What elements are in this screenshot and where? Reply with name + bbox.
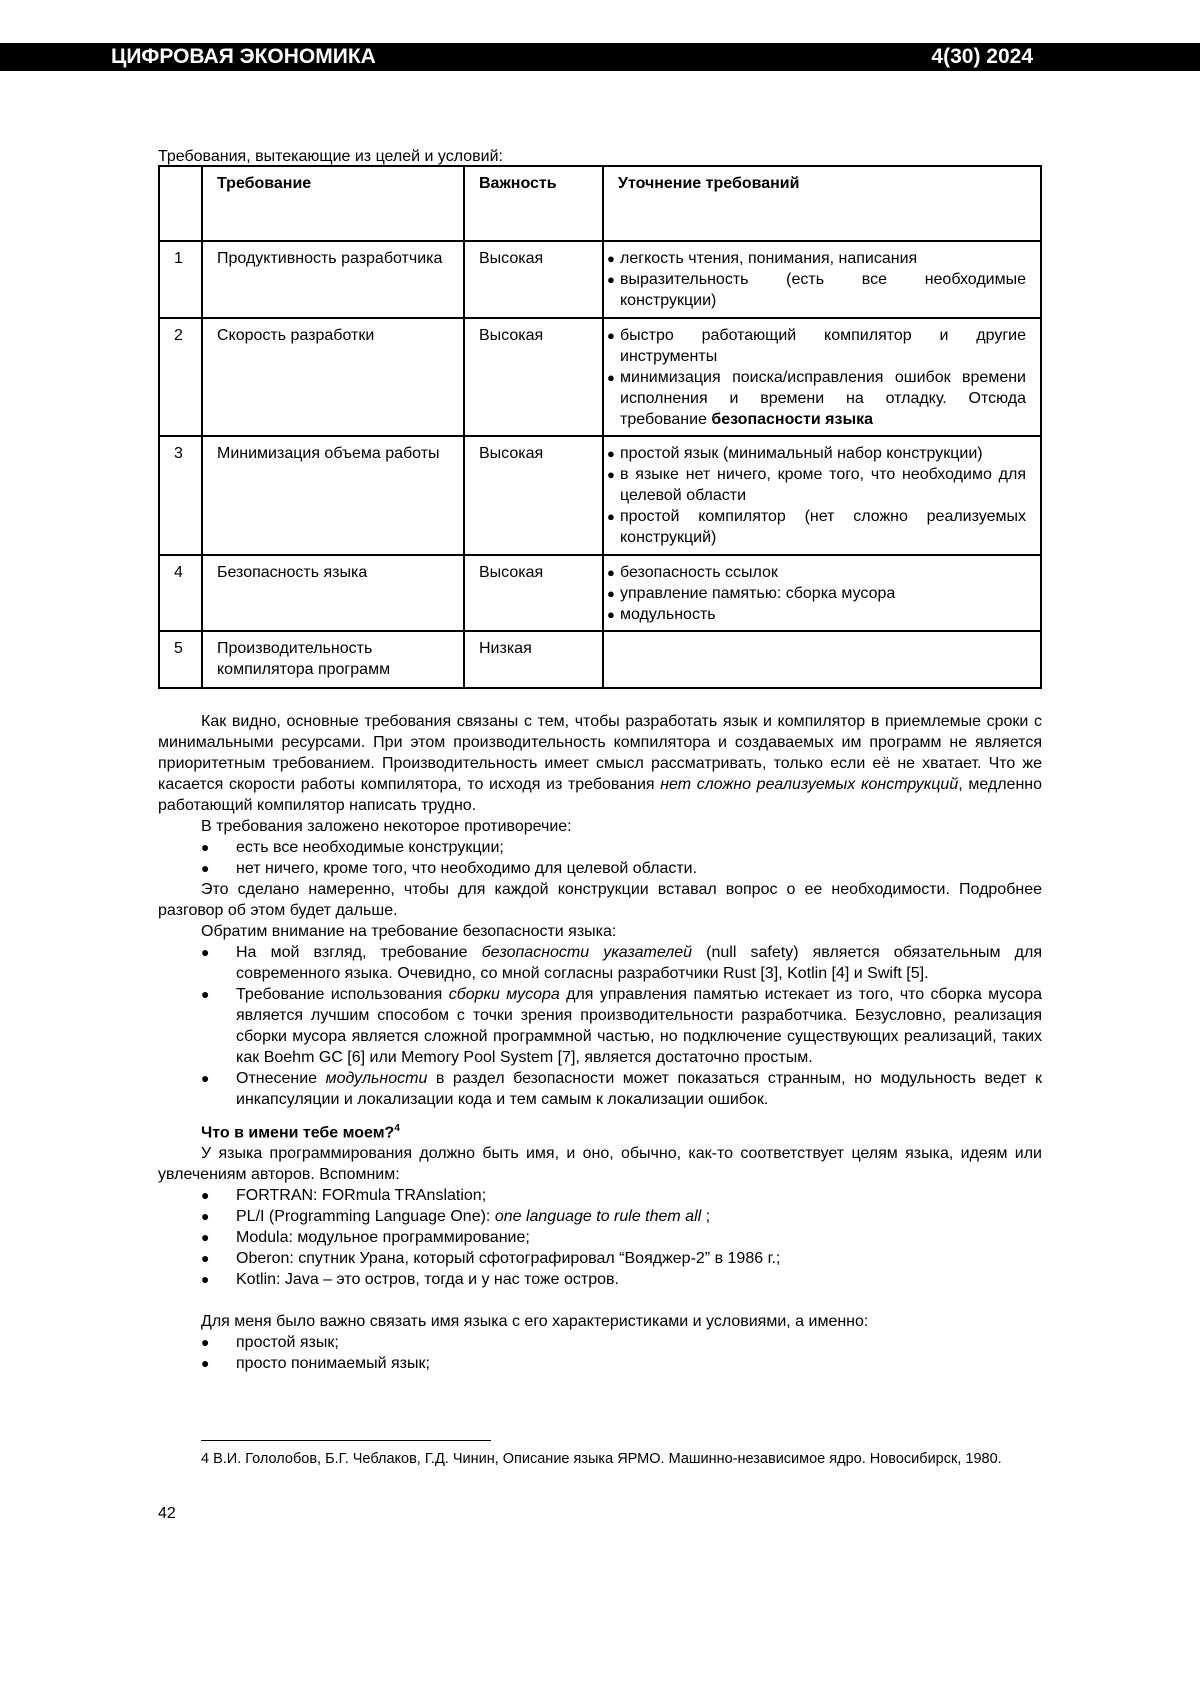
detail-bold: безопасности языка [711,411,873,428]
importance: Высокая [464,555,603,631]
bullet-icon: ● [607,583,620,604]
bullet-icon: ● [607,562,620,583]
bullet-icon: ● [607,464,620,506]
table-row [159,241,1041,318]
text: Отнесение [236,1070,326,1087]
page-content [158,146,1042,1374]
details [603,631,1041,688]
bullet-icon: ● [607,506,620,548]
paragraph: Это сделано намеренно, чтобы для каждой конструкции вставал вопрос о ее необходимости. Подробнее разговор об этом будет дальше. [158,879,1042,921]
list-item [158,1269,1042,1290]
text: PL/I (Programming Language One): [236,1208,495,1225]
detail-item: простой язык (минимальный набор конструкции) [620,443,983,464]
list-item [158,1248,1042,1269]
italic-text: one language to rule them all [495,1208,701,1225]
detail-item: модульность [620,604,716,625]
footnote-divider [201,1440,491,1441]
detail-item: в языке нет ничего, кроме того, что необходимо для целевой области [620,464,1026,506]
italic-text: безопасности указателей [482,944,692,961]
paragraph: В требования заложено некоторое противоречие: [158,816,1042,837]
importance: Низкая [464,631,603,688]
details [603,555,1041,631]
text: просто понимаемый язык; [236,1353,1042,1374]
detail-item: легкость чтения, понимания, написания [620,248,917,269]
bullet-icon: ● [607,325,620,367]
bullet-icon: ● [607,443,620,464]
table-row [159,436,1041,555]
detail-item: управление памятью: сборка мусора [620,583,895,604]
text: ; [701,1208,710,1225]
italic-text: модульности [326,1070,428,1087]
text: в раздел безопасности может показаться странным, но модульность ведет к инкапсуляции и локализации кода и тем самым к локализации ошибок. [236,1070,1042,1108]
bullet-icon: ● [158,1269,236,1290]
requirement: Минимизация объема работы [202,436,464,555]
journal-title: ЦИФРОВАЯ ЭКОНОМИКА [111,43,376,71]
paragraph: Для меня было важно связать имя языка с его характеристиками и условиями, а именно: [158,1311,1042,1332]
bullet-icon: ● [607,248,620,269]
text [236,1206,1042,1227]
requirement: Скорость разработки [202,318,464,436]
list-item [158,1185,1042,1206]
bullet-icon: ● [607,604,620,625]
bullet-icon: ● [158,1068,236,1110]
text: нет ничего, кроме того, что необходимо для целевой области. [236,858,1042,879]
importance: Высокая [464,318,603,436]
text: Как видно, основные требования связаны с тем, чтобы разработать язык и компилятор в приемлемые сроки с минимальными ресурсами. При этом производительность компилятора и создаваемых им программ не является приоритетным требованием. Производительность имеет смысл рассматривать, только если её не хватает. Что же касается скорости работы компилятора, то исходя из требования [158,713,1042,793]
list-item [158,837,1042,858]
table-row [159,631,1041,688]
bullet-icon: ● [607,367,620,430]
bullet-icon: ● [158,1185,236,1206]
paragraph: У языка программирования должно быть имя, и оно, обычно, как-то соответствует целям языка, идеям или увлечениям авторов. Вспомним: [158,1143,1042,1185]
text: Требование использования [236,986,449,1003]
footnote-ref[interactable]: 4 [394,1123,400,1134]
requirement: Продуктивность разработчика [202,241,464,318]
row-number: 2 [159,318,202,436]
bullet-icon: ● [158,858,236,879]
page-number: 42 [158,1505,176,1523]
text: есть все необходимые конструкции; [236,837,1042,858]
bullet-icon: ● [158,1248,236,1269]
text: , медленно работающий компилятор написать трудно. [158,776,1042,814]
row-number: 4 [159,555,202,631]
bullet-icon: ● [158,984,236,1068]
list-item [158,984,1042,1068]
list-item [158,1332,1042,1353]
header-cell-num [159,166,202,241]
bullet-icon: ● [158,1206,236,1227]
italic-text: нет сложно реализуемых конструкций [660,776,958,793]
text [236,984,1042,1068]
table-caption: Требования, вытекающие из целей и условий: [158,146,1042,167]
italic-text: сборки мусора [449,986,560,1003]
text: Oberon: спутник Урана, который сфотографировал “Вояджер-2” в 1986 г.; [236,1248,1042,1269]
row-number: 5 [159,631,202,688]
text: для управления памятью истекает из того, что сборка мусора является лучшим способом с точки зрения производительности разработчика. Безусловно, реализация сборки мусора является сложной программной частью, но подключение существующих реализаций, таких как Boehm GC [6] или Memory Pool System [7], является достаточно простым. [236,986,1042,1066]
text [236,942,1042,984]
detail-item: простой компилятор (нет сложно реализуемых конструкций) [620,506,1026,548]
requirement: Безопасность языка [202,555,464,631]
list-item [158,1227,1042,1248]
text [236,1068,1042,1110]
bullet-icon: ● [158,1332,236,1353]
requirement: Производительность компилятора программ [202,631,464,688]
bullet-icon: ● [158,1353,236,1374]
table-row [159,555,1041,631]
detail-item: быстро работающий компилятор и другие инструменты [620,325,1026,367]
text: FORTRAN: FORmula TRAnslation; [236,1185,1042,1206]
text: простой язык; [236,1332,1042,1353]
text: Kotlin: Java – это остров, тогда и у нас тоже остров. [236,1269,1042,1290]
table-header-row [159,166,1041,241]
header-cell-importance: Важность [464,166,603,241]
text: (null safety) является обязательным для современного языка. Очевидно, со мной согласны разработчики Rust [3], Kotlin [4] и Swift [5]. [236,944,1042,982]
heading-text: Что в имени тебе моем? [201,1124,394,1141]
bullet-icon: ● [158,1227,236,1248]
list-item [158,1068,1042,1110]
row-number: 3 [159,436,202,555]
section-heading [158,1118,1042,1143]
header-cell-requirement: Требование [202,166,464,241]
paragraph: Обратим внимание на требование безопасности языка: [158,921,1042,942]
header-cell-details: Уточнение требований [603,166,1041,241]
detail-item: безопасность ссылок [620,562,778,583]
detail-item: выразительность (есть все необходимые конструкции) [620,269,1026,311]
bullet-icon: ● [158,837,236,858]
importance: Высокая [464,241,603,318]
bullet-icon: ● [607,269,620,311]
paragraph [158,711,1042,816]
requirements-table [158,165,1042,689]
text: На мой взгляд, требование [236,944,482,961]
detail-text: минимизация поиска/исправления ошибок времени исполнения и времени на отладку. Отсюда требование [620,369,1026,428]
details [603,241,1041,318]
text: Modula: модульное программирование; [236,1227,1042,1248]
list-item [158,1206,1042,1227]
list-item [158,858,1042,879]
importance: Высокая [464,436,603,555]
table-row [159,318,1041,436]
detail-item [620,367,1026,430]
details [603,436,1041,555]
bullet-icon: ● [158,942,236,984]
list-item [158,1353,1042,1374]
journal-header [0,43,1200,71]
row-number: 1 [159,241,202,318]
details [603,318,1041,436]
footnote: 4 В.И. Гололобов, Б.Г. Чеблаков, Г.Д. Чинин, Описание языка ЯРМО. Машинно-независимое ядро. Новосибирск, 1980. [158,1449,1042,1469]
issue-number: 4(30) 2024 [931,43,1033,71]
list-item [158,942,1042,984]
